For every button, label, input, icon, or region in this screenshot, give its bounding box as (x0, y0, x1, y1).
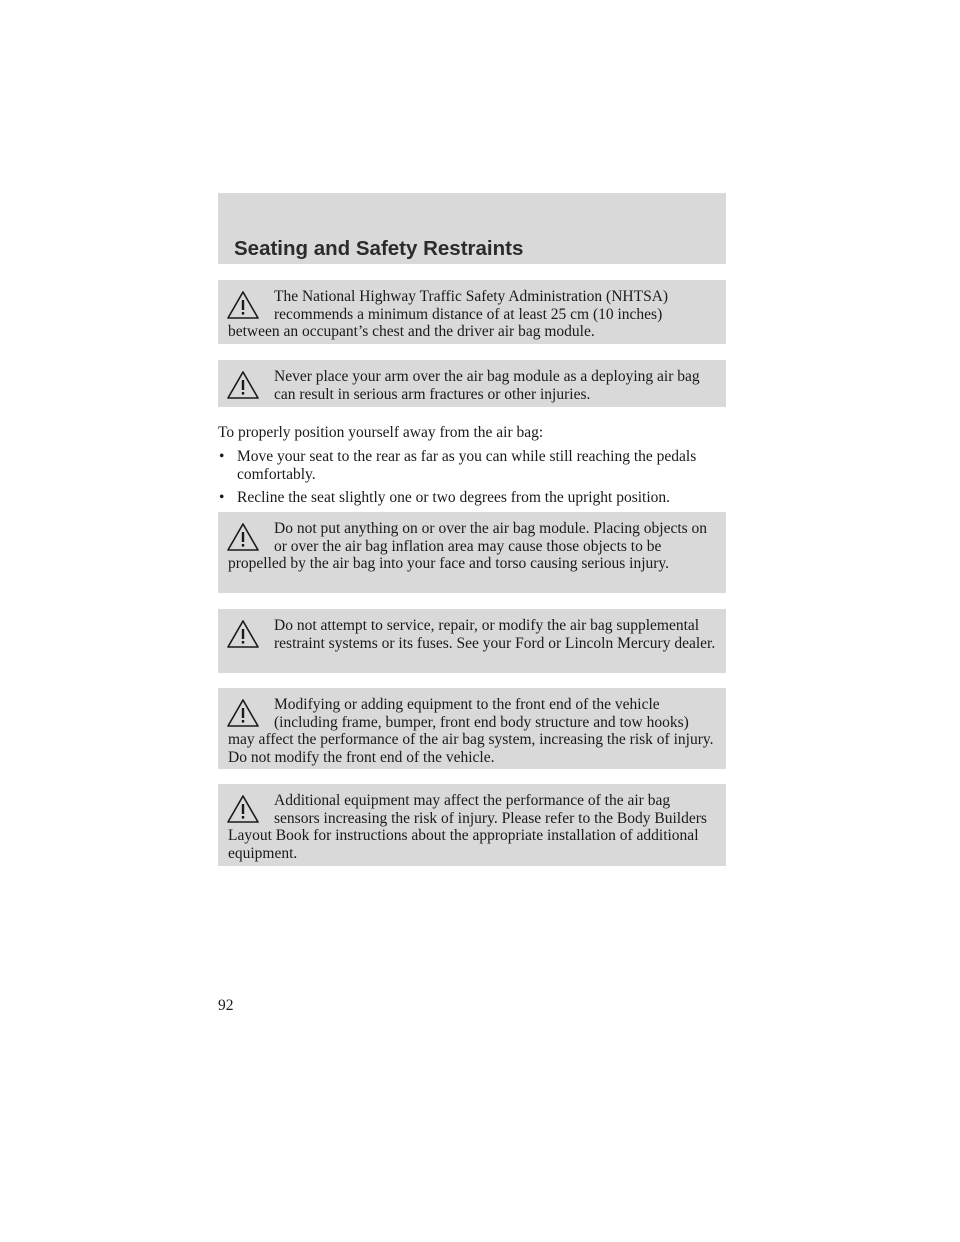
warning-triangle-icon (226, 698, 260, 728)
warning-text: Never place your arm over the air bag module as a deploying air bag can result in serious arm fractures or other injuries. (274, 368, 700, 403)
warning-text: The National Highway Traffic Safety Administration (NHTSA) recommends a minimum distance of at least 25 cm (10 inches) between an occupant’s chest and the driver air bag module. (228, 288, 669, 340)
warning-triangle-icon (226, 290, 260, 320)
warning-box (218, 688, 726, 769)
warning-box (218, 280, 726, 344)
page-number: 92 (218, 997, 234, 1014)
warning-box (218, 512, 726, 593)
warning-text: Do not put anything on or over the air bag module. Placing objects on or over the air bag inflation area may cause those objects to be propelled by the air bag into your face and torso causing serious injury. (228, 520, 708, 572)
list-item-text: Move your seat to the rear as far as you can while still reaching the pedals comfortably. (237, 448, 697, 483)
warning-triangle-icon (226, 522, 260, 552)
warning-text: Do not attempt to service, repair, or modify the air bag supplemental restraint systems or its fuses. See your Ford or Lincoln Mercury dealer. (274, 617, 716, 652)
list-item (218, 448, 726, 483)
section-title: Seating and Safety Restraints (234, 237, 524, 260)
warning-box (218, 609, 726, 673)
list-item (218, 489, 726, 507)
warning-triangle-icon (226, 794, 260, 824)
warning-text: Additional equipment may affect the performance of the air bag sensors increasing the risk of injury. Please refer to the Body Builders Layout Book for instructions about the appropriate installation of additional equipment. (228, 792, 707, 862)
intro-text: To properly position yourself away from the air bag: (218, 424, 544, 441)
list-item-text: Recline the seat slightly one or two degrees from the upright position. (237, 489, 671, 506)
warning-triangle-icon (226, 619, 260, 649)
bullet-icon: • (219, 448, 225, 465)
warning-box (218, 360, 726, 407)
warning-triangle-icon (226, 370, 260, 400)
warning-box (218, 784, 726, 866)
warning-text: Modifying or adding equipment to the front end of the vehicle (including frame, bumper, front end body structure and tow hooks) may affect the performance of the air bag system, increasing the risk of injury. Do not modify the front end of the vehicle. (228, 696, 714, 766)
bullet-icon: • (219, 489, 225, 506)
